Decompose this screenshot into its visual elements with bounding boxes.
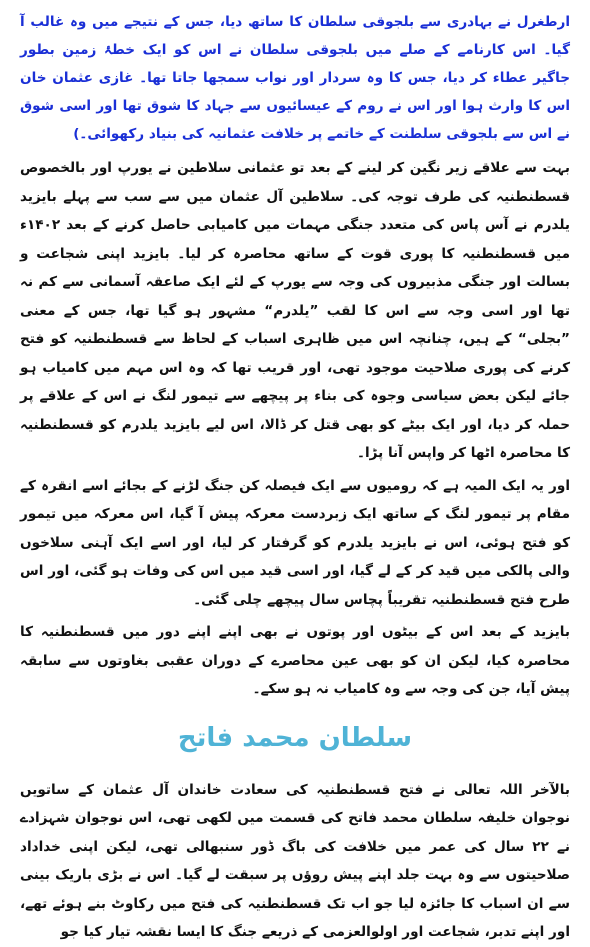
intro-paragraph: ارطغرل نے بہادری سے بلجوقی سلطان کا ساتھ دیا، جس کے نتیجے میں وہ غالب آ گیا۔ اس کارنامے کے صلے میں بلجوقی سلطان نے اس کو ایک خطۂ زمین بطور جاگیر عطاء کر دیا، جس کا وہ سردار اور نواب سمجھا جاتا تھا۔ غازی عثمان خان اس کا وارث ہوا اور اس نے روم کے عیسائیوں سے جہاد کا شوق تھا اور اسی شوق نے اس سے بلجوقی سلطنت کے خاتمے پر خلافت عثمانیہ کی بنیاد رکھوائی۔)	[20, 14, 570, 142]
section-heading: سلطان محمد فاتح	[177, 722, 413, 753]
body-paragraph-ankara-battle: اور یہ ایک المیہ ہے کہ رومیوں سے ایک فیصلہ کن جنگ لڑنے کے بجائے اسے انقرہ کے مقام پر تیمور لنگ کے ساتھ ایک زبردست معرکہ پیش آ گیا، اس معرکہ میں تیمور کو فتح ہوئی، اس نے بایزید یلدرم کو گرفتار کر لیا، اور اسے ایک آہنی سلاخوں والی پالکی میں قید کر کے لے گیا، اور اسی قید میں اس کی وفات ہو گئی، اور اس طرح فتح قسطنطنیہ تقریباً پچاس سال پیچھے چلی گئی۔	[20, 477, 570, 608]
body-paragraph-bayezid-siege: بہت سے علاقے زیر نگین کر لینے کے بعد تو عثمانی سلاطین نے یورپ اور بالخصوص قسطنطنیہ کی طرف توجہ کی۔ سلاطین آل عثمان میں سے سب سے پہلے بایزید یلدرم نے آس پاس کی متعدد جنگی مہمات میں کامیابی حاصل کرنے کے بعد ۱۴۰۲ء میں قسطنطنیہ کا پوری قوت کے ساتھ محاصرہ کر لیا۔ بایزید اپنی شجاعت و بسالت اور جنگی مذبیروں کی وجہ سے یورپ کے لئے ایک صاعقہ آسمانی سے کم نہ تھا اور اسی وجہ سے اس کا لقب ”یلدرم“ مشہور ہو گیا تھا، جس کے معنی ”بجلی“ کے ہیں، چنانچہ اس میں ظاہری اسباب کے لحاظ سے قسطنطنیہ کو فتح کرنے کی پوری صلاحیت موجود تھی، اور قریب تھا کہ وہ اس مہم میں کامیاب ہو جائے لیکن بعض سیاسی وجوہ کی بناء پر پیچھے سے تیمور لنگ نے اس کے علاقے پر حملہ کر دیا، اور ایک بیٹے کو بھی قتل کر ڈالا، اس لیے بایزید یلدرم کو قسطنطنیہ کا محاصرہ اٹھا کر واپس آنا پڑا۔	[20, 160, 570, 461]
body-paragraph-successors: بایزید کے بعد اس کے بیٹوں اور پوتوں نے بھی اپنے اپنے دور میں قسطنطنیہ کا محاصرہ کیا، لیکن ان کو بھی عین محاصرے کے دوران عقبی بغاوتوں سے سابقہ پیش آیا، جن کی وجہ سے وہ کامیاب نہ ہو سکے۔	[20, 624, 570, 697]
body-paragraph-mehmed-fatih: بالآخر اللہ تعالی نے فتح قسطنطنیہ کی سعادت خاندان آل عثمان کے ساتویں نوجوان خلیفہ سلطان محمد فاتح کی قسمت میں لکھی تھی، اس نوجوان شہزادے نے ۲۲ سال کی عمر میں خلافت کی باگ ڈور سنبھالی تھی، لیکن اپنی خداداد صلاحیتوں سے وہ بہت جلد اپنے پیش روؤں پر سبقت لے گیا۔ اس نے بڑی باریک بینی سے ان اسباب کا جائزہ لیا جو اب تک قسطنطنیہ کی فتح میں رکاوٹ بنے ہوئے تھے، اور اپنے تدبر، شجاعت اور اولوالعزمی کے ذریعے جنگ کا ایسا نقشہ تیار کیا جو	[20, 781, 570, 940]
